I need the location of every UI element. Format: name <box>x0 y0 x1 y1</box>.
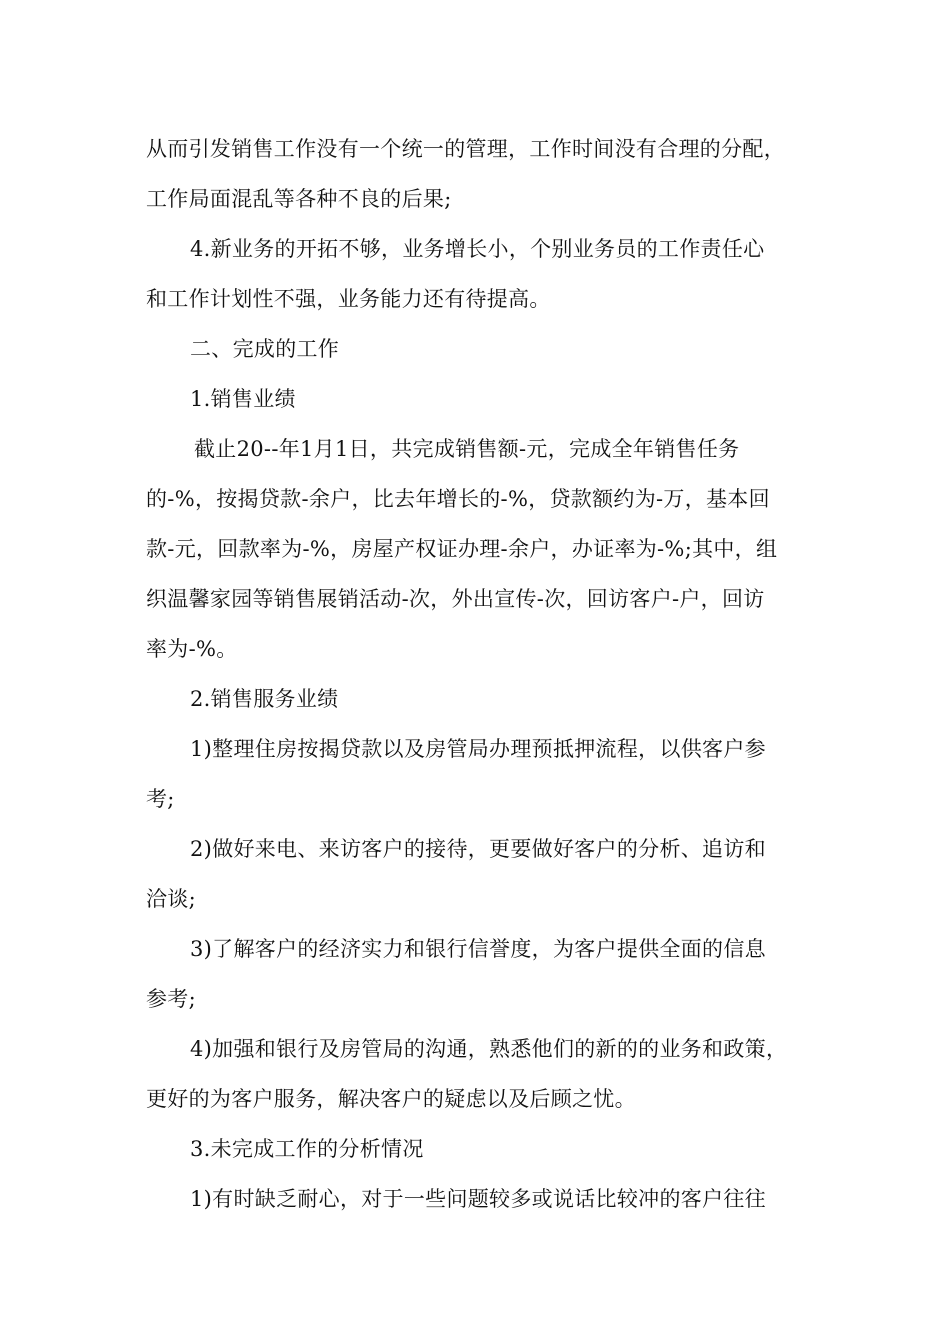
subsection-heading: 1.销售业绩 <box>190 387 296 411</box>
text-line: 从而引发销售工作没有一个统一的管理，工作时间没有合理的分配， <box>146 137 785 161</box>
text-line: 参考; <box>146 987 196 1011</box>
text-line: 4.新业务的开拓不够，业务增长小，个别业务员的工作责任心 <box>190 237 765 261</box>
text-line: 更好的为客户服务，解决客户的疑虑以及后顾之忧。 <box>146 1087 636 1111</box>
document-body <box>146 124 810 1224</box>
text-line: 织温馨家园等销售展销活动-次，外出宣传-次，回访客户-户，回访 <box>146 587 765 611</box>
text-line: 款-元，回款率为-%，房屋产权证办理-余户，办证率为-%;其中，组 <box>146 537 778 561</box>
subsection-heading: 2.销售服务业绩 <box>190 687 339 711</box>
text-line: 洽谈; <box>146 887 196 911</box>
text-line: 2)做好来电、来访客户的接待，更要做好客户的分析、追访和 <box>190 837 766 861</box>
text-line: 3)了解客户的经济实力和银行信誉度，为客户提供全面的信息 <box>190 937 766 961</box>
text-line: 的-%，按揭贷款-余户，比去年增长的-%，贷款额约为-万，基本回 <box>146 487 770 511</box>
text-line: 和工作计划性不强，业务能力还有待提高。 <box>146 287 551 311</box>
text-line: 1)有时缺乏耐心，对于一些问题较多或说话比较冲的客户往往 <box>190 1187 766 1211</box>
text-line: 4)加强和银行及房管局的沟通，熟悉他们的新的的业务和政策， <box>190 1037 788 1061</box>
text-line: 1)整理住房按揭贷款以及房管局办理预抵押流程，以供客户参 <box>190 737 766 761</box>
text-line: 率为-%。 <box>146 637 238 661</box>
text-line: 考; <box>146 787 175 811</box>
section-heading: 二、完成的工作 <box>190 337 340 361</box>
subsection-heading: 3.未完成工作的分析情况 <box>190 1137 424 1161</box>
text-line: 工作局面混乱等各种不良的后果; <box>146 187 452 211</box>
text-line: 截止20--年1月1日，共完成销售额-元，完成全年销售任务 <box>194 437 740 461</box>
